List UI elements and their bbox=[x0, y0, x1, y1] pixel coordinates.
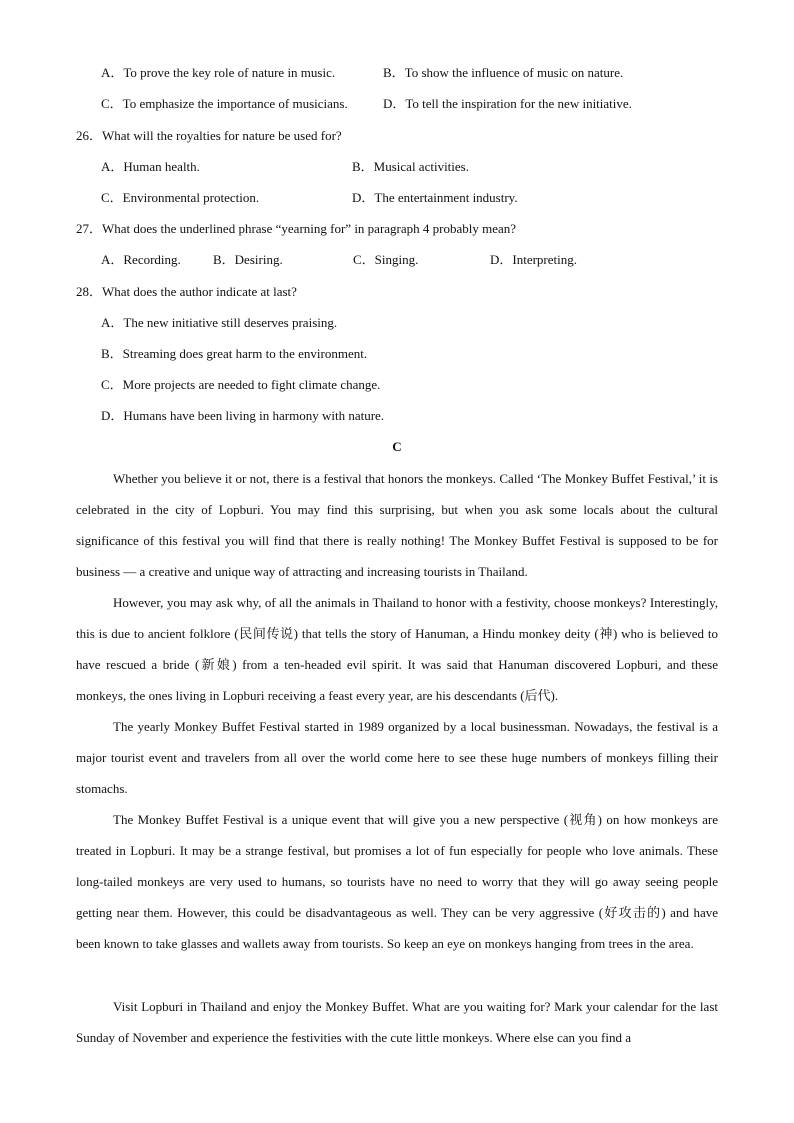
q26-options-row-1 bbox=[101, 159, 469, 175]
option-b: B．Musical activities. bbox=[352, 159, 469, 174]
passage-paragraph-2: However, you may ask why, of all the animals in Thailand to honor with a festivity, choose monkeys? Interestingly, this is due to ancient folklore (民间传说) that tells the story of Hanuman, a Hindu monkey deity (神) who is believed to have rescued a bride (新娘) from a ten-headed evil spirit. It was said that Hanuman discovered Lopburi, and these monkeys, the ones living in Lopburi receiving a feast every year, are his descendants (后代). bbox=[76, 595, 718, 703]
q27-options-row bbox=[101, 252, 577, 268]
section-heading: C bbox=[392, 439, 402, 454]
option-d: D．The entertainment industry. bbox=[352, 190, 518, 205]
q26-options-row-2 bbox=[101, 190, 518, 206]
option-d: D．To tell the inspiration for the new initiative. bbox=[383, 96, 632, 111]
option-a: A．Recording. bbox=[101, 252, 181, 267]
option-a: A．The new initiative still deserves praising. bbox=[101, 315, 338, 330]
option-c: C．Environmental protection. bbox=[101, 190, 260, 205]
q25-options-row-2 bbox=[101, 96, 632, 112]
option-d: D．Humans have been living in harmony with nature. bbox=[101, 408, 385, 423]
option-b: B．Streaming does great harm to the environment. bbox=[101, 346, 368, 361]
passage-paragraph-3: The yearly Monkey Buffet Festival started in 1989 organized by a local businessman. Nowadays, the festival is a major tourist event and travelers from all over the world come here to see these huge numbers of monkeys filling their stomachs. bbox=[76, 719, 718, 796]
question-26-stem: 26．What will the royalties for nature be used for? bbox=[76, 128, 342, 143]
option-c: C．More projects are needed to fight climate change. bbox=[101, 377, 381, 392]
option-a: A．Human health. bbox=[101, 159, 200, 174]
question-28-stem: 28．What does the author indicate at last? bbox=[76, 284, 297, 299]
passage-paragraph-4: The Monkey Buffet Festival is a unique event that will give you a new perspective (视角) on how monkeys are treated in Lopburi. It may be a strange festival, but promises a lot of fun especially for people who love animals. These long-tailed monkeys are very used to humans, so tourists have no need to worry that they will go away seeing people getting near them. However, this could be disadvantageous as well. They can be very aggressive (好攻击的) and have been known to take glasses and wallets away from tourists. So keep an eye on monkeys hanging from trees in the area. bbox=[76, 812, 718, 951]
option-b: B．Desiring. bbox=[213, 252, 283, 267]
option-a: A．To prove the key role of nature in music. bbox=[101, 65, 336, 80]
question-27-stem: 27．What does the underlined phrase “yearning for” in paragraph 4 probably mean? bbox=[76, 221, 517, 236]
q25-options-row-1 bbox=[101, 65, 623, 81]
passage-paragraph-1: Whether you believe it or not, there is a festival that honors the monkeys. Called ‘The Monkey Buffet Festival,’ it is celebrated in the city of Lopburi. You may find this surprising, but when you ask some locals about the cultural significance of this festival you will find that there is really nothing! The Monkey Buffet Festival is supposed to be for business — a creative and unique way of attracting and increasing tourists in Thailand. bbox=[76, 471, 718, 579]
passage-paragraph-5: Visit Lopburi in Thailand and enjoy the Monkey Buffet. What are you waiting for? Mark your calendar for the last Sunday of November and experience the festivities with the cute little monkeys. Where else can you find a bbox=[76, 999, 718, 1045]
option-b: B．To show the influence of music on nature. bbox=[383, 65, 624, 80]
option-d: D．Interpreting. bbox=[490, 252, 578, 267]
option-c: C．To emphasize the importance of musicians. bbox=[101, 96, 348, 111]
option-c: C．Singing. bbox=[353, 252, 419, 267]
